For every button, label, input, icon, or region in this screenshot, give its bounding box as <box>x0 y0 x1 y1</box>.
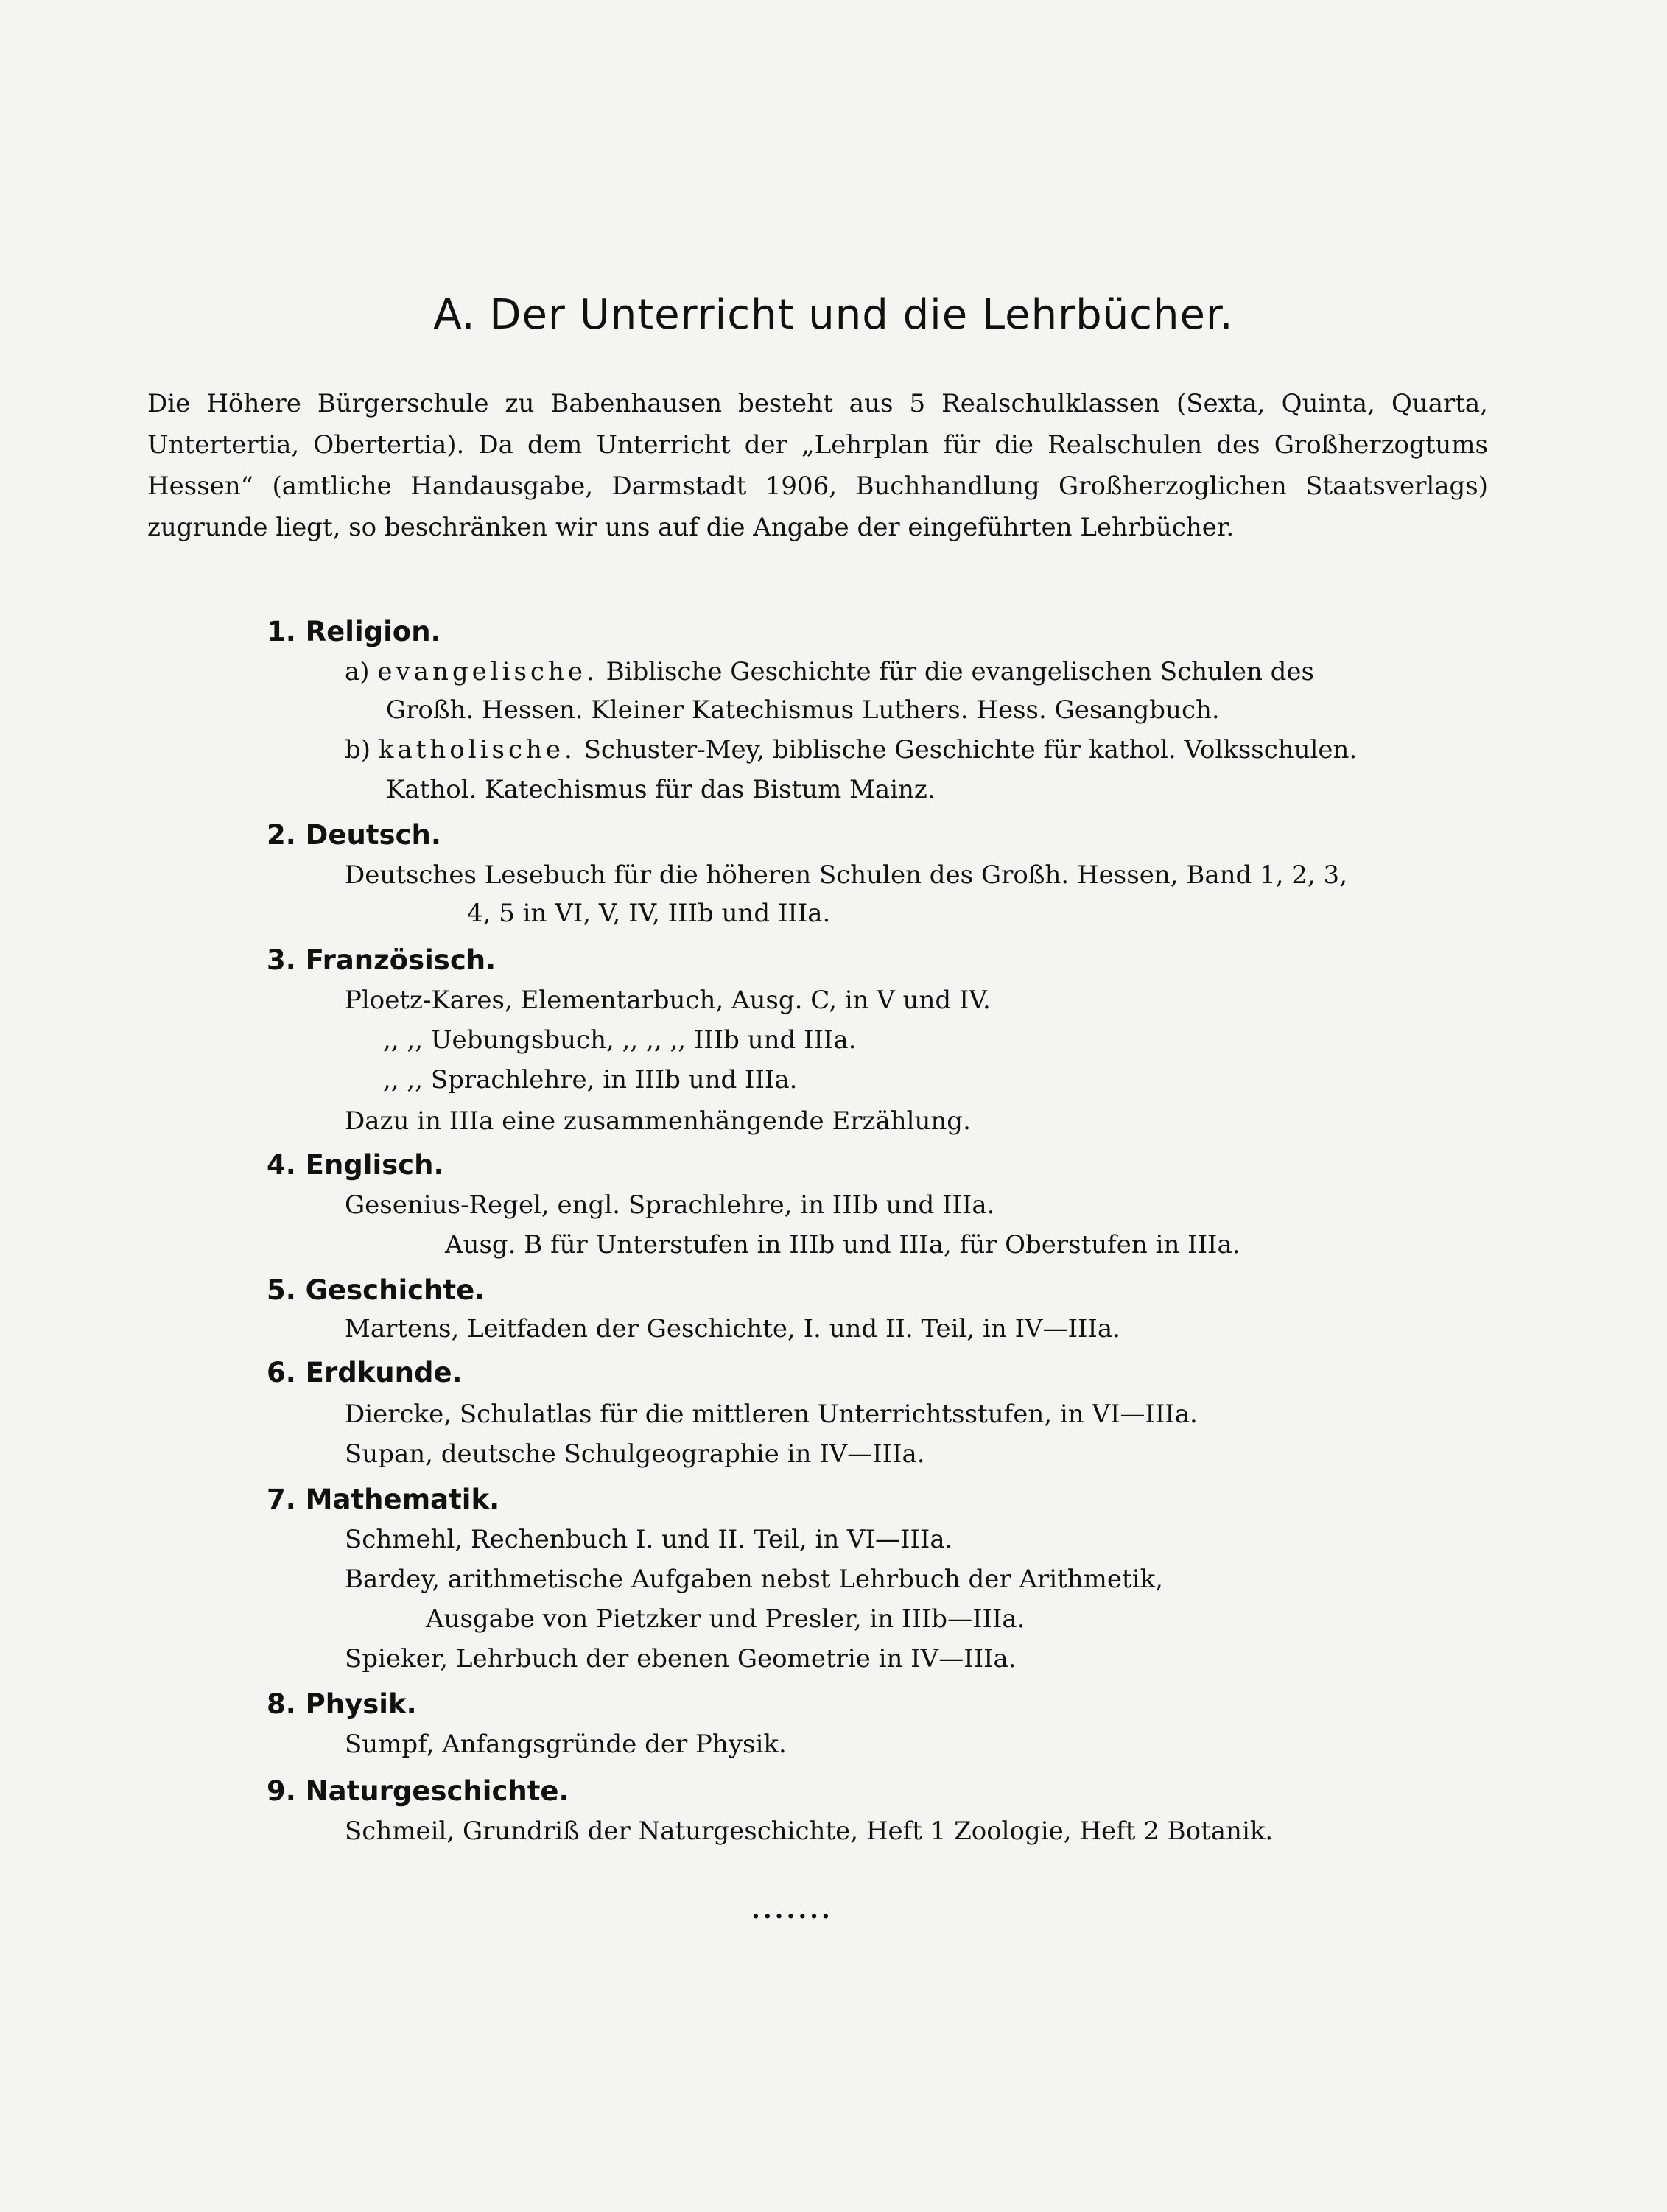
erdkunde-line1: Diercke, Schulatlas für die mittleren Unterrichtsstufen, in VI—IIIa. <box>345 1400 1198 1429</box>
intro-paragraph: Die Höhere Bürgerschule zu Babenhausen besteht aus 5 Realschulklassen (Sexta, Quinta, Quarta, Untertertia, Obertertia). Da dem Unterricht der „Lehrplan für die Realschulen des Großherzogtums Hessen“ (amtliche Handausgabe, Darmstadt 1906, Buchhandlung Großherzoglichen Staatsverlags) zugrunde liegt, so beschränken wir uns auf die Angabe der eingeführten Lehrbücher. <box>147 389 1488 542</box>
franzoesisch-line1: Ploetz-Kares, Elementarbuch, Ausg. C, in V und IV. <box>345 986 991 1015</box>
mathematik-line4: Spieker, Lehrbuch der ebenen Geometrie in IV—IIIa. <box>345 1644 1017 1674</box>
section-naturgeschichte-heading: 9. Naturgeschichte. <box>267 1775 569 1807</box>
religion-a-line2: Großh. Hessen. Kleiner Katechismus Luthers. Hess. Gesangbuch. <box>386 695 1220 725</box>
section-religion-heading: 1. Religion. <box>267 616 441 647</box>
religion-b-text: Schuster-Mey, biblische Geschichte für kathol. Volksschulen. <box>575 735 1358 765</box>
religion-b-line2: Kathol. Katechismus für das Bistum Mainz. <box>386 775 936 804</box>
end-ornament: ······· <box>751 1902 833 1931</box>
religion-b-label: katholische. <box>378 735 576 765</box>
religion-b-prefix: b) <box>345 735 379 765</box>
franzoesisch-line2: ,, ,, Uebungsbuch, ,, ,, ,, IIIb und IIIa. <box>383 1025 857 1055</box>
englisch-line1: Gesenius-Regel, engl. Sprachlehre, in IIIb und IIIa. <box>345 1190 995 1220</box>
deutsch-line1: Deutsches Lesebuch für die höheren Schulen des Großh. Hessen, Band 1, 2, 3, <box>345 860 1347 890</box>
religion-a-line <box>345 657 1314 687</box>
page-title: A. Der Unterricht und die Lehrbücher. <box>433 291 1234 339</box>
deutsch-line2: 4, 5 in VI, V, IV, IIIb und IIIa. <box>467 899 831 928</box>
section-physik-heading: 8. Physik. <box>267 1688 417 1720</box>
franzoesisch-line3: ,, ,, Sprachlehre, in IIIb und IIIa. <box>383 1065 798 1095</box>
section-erdkunde-heading: 6. Erdkunde. <box>267 1357 463 1388</box>
section-deutsch-heading: 2. Deutsch. <box>267 819 441 851</box>
mathematik-line2: Bardey, arithmetische Aufgaben nebst Lehrbuch der Arithmetik, <box>345 1565 1163 1594</box>
religion-b-line <box>345 735 1357 765</box>
franzoesisch-line4: Dazu in IIIa eine zusammenhängende Erzählung. <box>345 1106 971 1136</box>
mathematik-line1: Schmehl, Rechenbuch I. und II. Teil, in VI—IIIa. <box>345 1525 953 1554</box>
religion-a-text: Biblische Geschichte für die evangelischen Schulen des <box>597 657 1314 687</box>
naturgeschichte-line1: Schmeil, Grundriß der Naturgeschichte, Heft 1 Zoologie, Heft 2 Botanik. <box>345 1816 1274 1846</box>
geschichte-line1: Martens, Leitfaden der Geschichte, I. und II. Teil, in IV—IIIa. <box>345 1314 1120 1344</box>
mathematik-line3: Ausgabe von Pietzker und Presler, in IIIb—IIIa. <box>426 1604 1025 1634</box>
religion-a-prefix: a) <box>345 657 378 687</box>
section-englisch-heading: 4. Englisch. <box>267 1149 444 1181</box>
religion-a-label: evangelische. <box>377 657 598 687</box>
physik-line1: Sumpf, Anfangsgründe der Physik. <box>345 1730 787 1759</box>
section-franzoesisch-heading: 3. Französisch. <box>267 944 496 976</box>
erdkunde-line2: Supan, deutsche Schulgeographie in IV—IIIa. <box>345 1439 925 1469</box>
englisch-line2: Ausg. B für Unterstufen in IIIb und IIIa, für Oberstufen in IIIa. <box>445 1230 1240 1260</box>
section-mathematik-heading: 7. Mathematik. <box>267 1484 500 1515</box>
section-geschichte-heading: 5. Geschichte. <box>267 1274 485 1306</box>
